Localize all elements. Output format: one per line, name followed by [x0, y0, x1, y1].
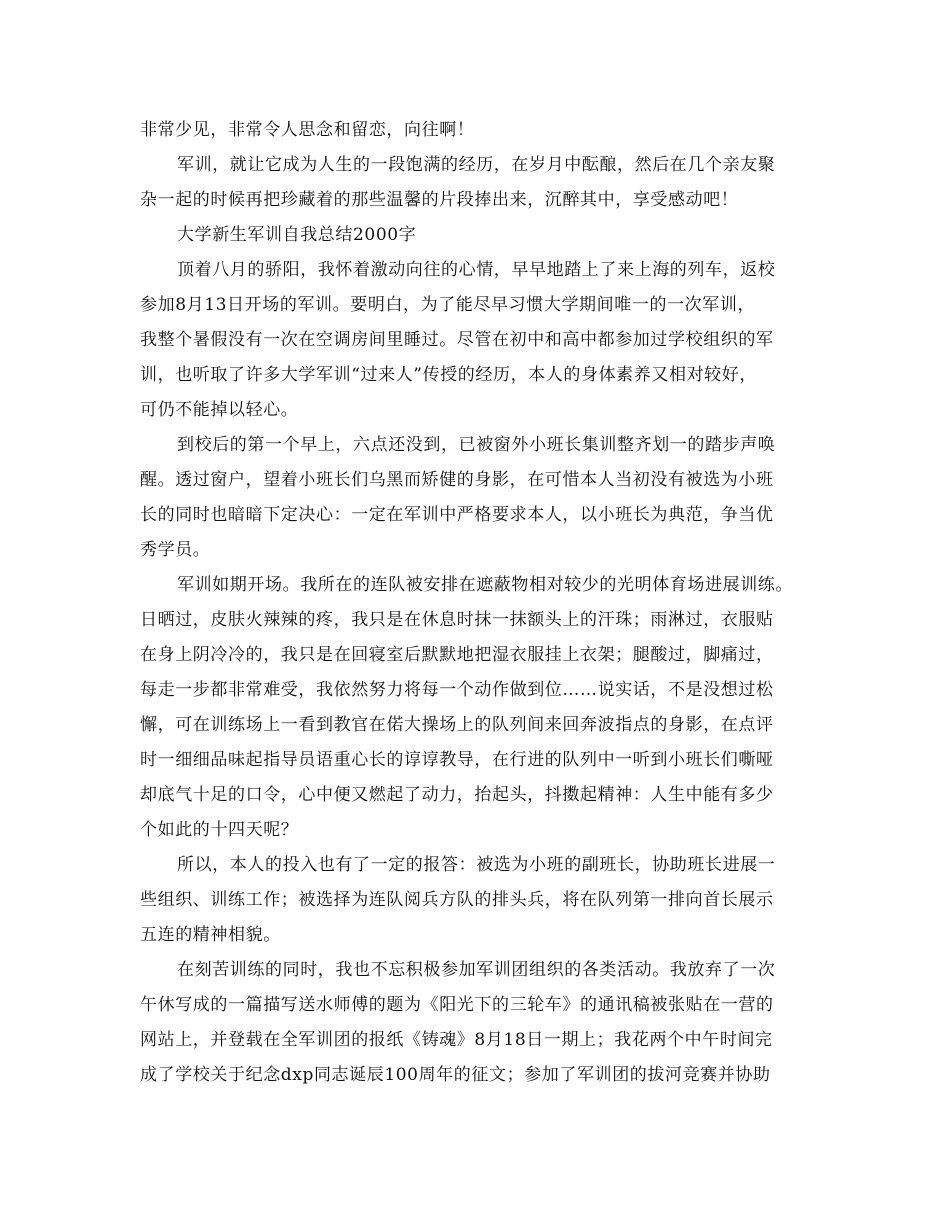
- text-line: 懈，可在训练场上一看到教官在偌大操场上的队列间来回奔波指点的身影，在点评: [140, 715, 774, 735]
- text-line: 日晒过，皮肤火辣辣的疼，我只是在休息时抹一抹额头上的汗珠；雨淋过，衣服贴: [140, 610, 774, 630]
- text-line: 非常少见，非常令人思念和留恋，向往啊！: [140, 120, 475, 140]
- text-line: 时一细细品味起指导员语重心长的谆谆教导，在行进的队列中一听到小班长们嘶哑: [140, 750, 774, 770]
- text-line: 军训如期开场。我所在的连队被安排在遮蔽物相对较少的光明体育场进展训练。: [177, 575, 793, 595]
- text-line: 训，也听取了许多大学军训“过来人”传授的经历，本人的身体素养又相对较好，: [140, 365, 757, 385]
- text-line: 成了学校关于纪念dxp同志诞辰100周年的征文；参加了军训团的拔河竞赛并协助: [140, 1065, 771, 1085]
- text-line: 可仍不能掉以轻心。: [140, 400, 299, 420]
- text-line: 些组织、训练工作；被选择为连队阅兵方队的排头兵，将在队列第一排向首长展示: [140, 890, 774, 910]
- text-line: 我整个暑假没有一次在空调房间里睡过。尽管在初中和高中都参加过学校组织的军: [140, 330, 774, 350]
- text-line: 午休写成的一篇描写送水师傅的题为《阳光下的三轮车》的通讯稿被张贴在一营的: [140, 995, 774, 1015]
- text-line: 每走一步都非常难受，我依然努力将每一个动作做到位……说实话，不是没想过松: [140, 680, 774, 700]
- text-line: 军训，就让它成为人生的一段饱满的经历，在岁月中酝酿，然后在几个亲友聚: [177, 155, 776, 175]
- text-line: 却底气十足的口令，心中便又燃起了动力，抬起头，抖擞起精神：人生中能有多少: [140, 785, 774, 805]
- text-line: 秀学员。: [140, 540, 211, 560]
- text-line: 在身上阴冷冷的，我只是在回寝室后默默地把湿衣服挂上衣架；腿酸过，脚痛过，: [140, 645, 774, 665]
- text-line: 参加8月13日开场的军训。要明白，为了能尽早习惯大学期间唯一的一次军训，: [140, 295, 756, 315]
- text-line: 杂一起的时候再把珍藏着的那些温馨的片段捧出来，沉醉其中，享受感动吧！: [140, 190, 739, 210]
- text-line: 顶着八月的骄阳，我怀着激动向往的心情，早早地踏上了来上海的列车，返校: [177, 260, 776, 280]
- text-line: 五连的精神相貌。: [140, 925, 281, 945]
- text-line: 个如此的十四天呢？: [140, 820, 299, 840]
- text-line: 醒。透过窗户，望着小班长们乌黑而矫健的身影，在可惜本人当初没有被选为小班: [140, 470, 774, 490]
- text-line: 到校后的第一个早上，六点还没到，已被窗外小班长集训整齐划一的踏步声唤: [177, 435, 776, 455]
- section-heading: 大学新生军训自我总结2000字: [177, 225, 417, 245]
- text-line: 网站上，并登载在全军训团的报纸《铸魂》8月18日一期上；我花两个中午时间完: [140, 1030, 773, 1050]
- text-line: 在刻苦训练的同时，我也不忘积极参加军训团组织的各类活动。我放弃了一次: [177, 960, 776, 980]
- text-line: 所以，本人的投入也有了一定的报答：被选为小班的副班长，协助班长进展一: [177, 855, 776, 875]
- text-line: 长的同时也暗暗下定决心：一定在军训中严格要求本人，以小班长为典范，争当优: [140, 505, 774, 525]
